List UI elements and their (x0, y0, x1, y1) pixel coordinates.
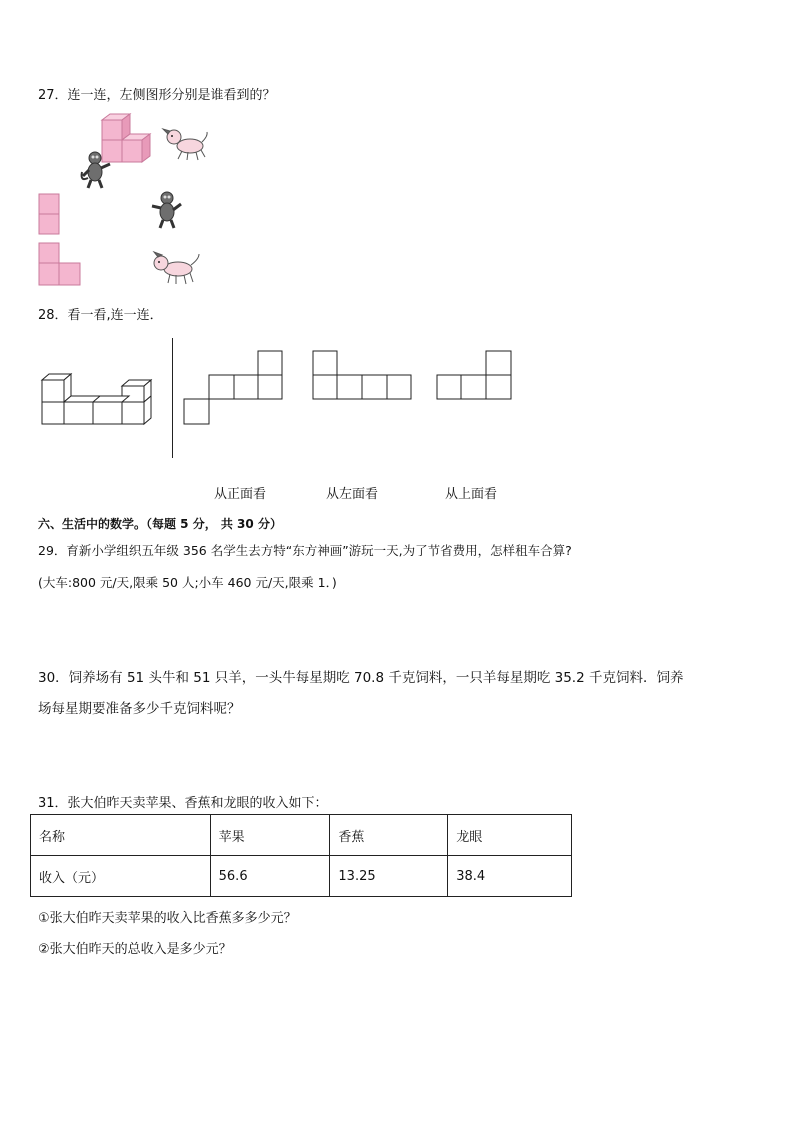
income-table (30, 814, 572, 897)
table-header-cell: 香蕉 (330, 815, 448, 856)
view-shape-l (38, 242, 84, 288)
label-top-view: 从上面看 (445, 487, 498, 502)
view-shape-c (436, 350, 514, 402)
table-cell: 38.4 (448, 856, 572, 897)
table-cell: 56.6 (210, 856, 330, 897)
dog-icon (150, 250, 202, 286)
view-shape-vertical (38, 193, 62, 237)
label-left-view: 从左面看 (326, 487, 379, 502)
table-header-cell: 苹果 (210, 815, 330, 856)
block-structure-figure (40, 372, 154, 428)
q28-title: 28．看一看,连一连． (38, 308, 163, 323)
divider-line (172, 338, 173, 458)
section6-title: 六、生活中的数学。（每题 5 分， 共 30 分） (38, 517, 282, 531)
monkey-icon (150, 190, 184, 230)
q30-line2: 场每星期要准备多少千克饲料呢？ (38, 701, 241, 717)
label-front-view: 从正面看 (214, 487, 267, 502)
table-header-row (31, 815, 572, 856)
table-cell: 13.25 (330, 856, 448, 897)
dog-icon (160, 126, 210, 162)
q29-line1: 29．育新小学组织五年级 356 名学生去方特“东方神画”游玩一天,为了节省费用，怎样租车合算? (38, 543, 572, 558)
monkey-icon (80, 150, 114, 190)
q31-sub1: ①张大伯昨天卖苹果的收入比香蕉多多少元？ (38, 911, 297, 926)
q29-line2: (大车:800 元/天,限乘 50 人;小车 460 元/天,限乘 1．) (38, 575, 337, 590)
q27-title: 27．连一连，左侧图形分别是谁看到的？ (38, 88, 276, 103)
table-header-cell: 龙眼 (448, 815, 572, 856)
q30-line1: 30．饲养场有 51 头牛和 51 只羊，一头牛每星期吃 70.8 千克饲料，一只羊每星期吃 35.2 千克饲料．饲养 (38, 670, 684, 686)
table-cell: 收入（元） (31, 856, 211, 897)
q31-title: 31．张大伯昨天卖苹果、香蕉和龙眼的收入如下： (38, 796, 328, 811)
table-header-cell: 名称 (31, 815, 211, 856)
view-shape-b (312, 350, 414, 402)
view-shape-a (183, 350, 285, 426)
q31-sub2: ②张大伯昨天的总收入是多少元？ (38, 942, 232, 957)
table-row (31, 856, 572, 897)
